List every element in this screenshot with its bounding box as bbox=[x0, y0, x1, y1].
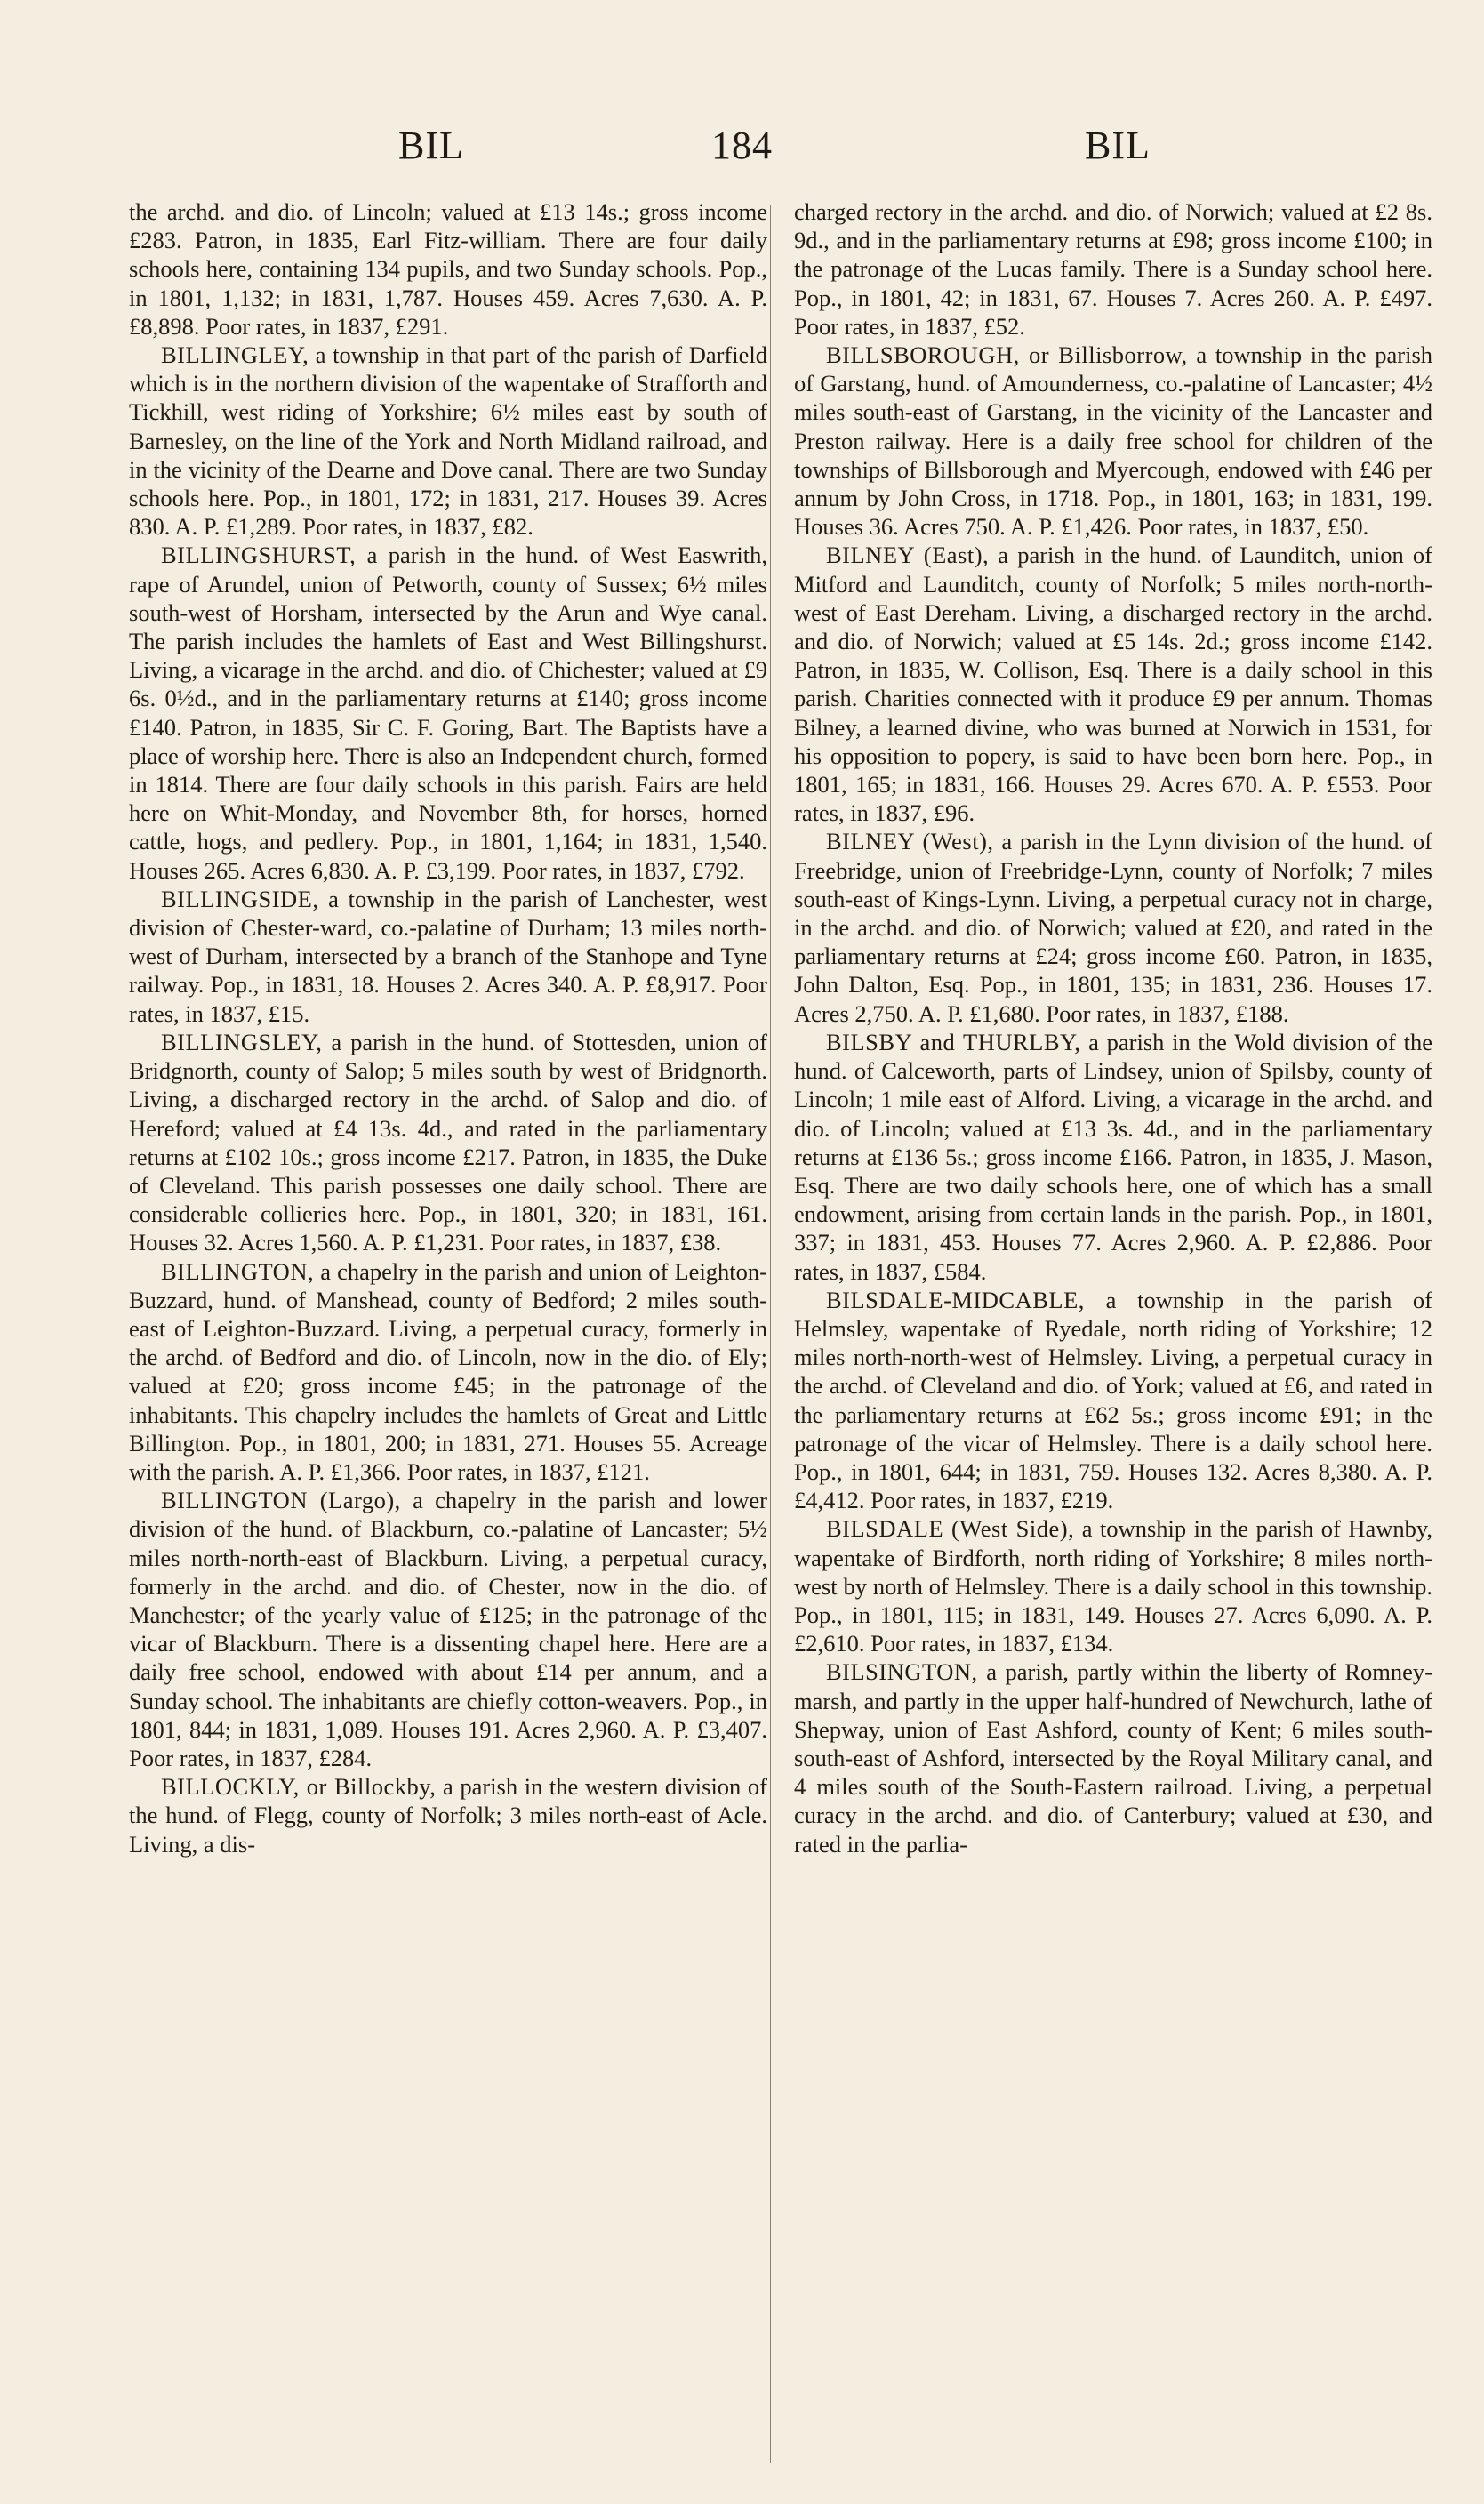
entry-text: a township in the parish of Lanchester, west division of Chester-ward, co.-palatine of Durham; 13 miles north-west of Durham, intersected by a branch of the Stanhope and Tyne railway. Pop., in 1831, 18. Houses 2. Acres 340. A. P. £8,917. Poor rates, in 1837, £15. bbox=[129, 885, 767, 1027]
gazetteer-entry bbox=[794, 1657, 1432, 1858]
entry-text: a parish, partly within the liberty of Romney-marsh, and partly in the upper half-hundred of Newchurch, lathe of Shepway, union of East Ashford, county of Kent; 6 miles south-south-east of Ashford, intersected by the Royal Military canal, and 4 miles south of the South-Eastern railroad. Living, a perpetual curacy in the archd. and dio. of Canterbury; valued at £30, and rated in the parlia- bbox=[794, 1658, 1432, 1858]
gazetteer-entry bbox=[794, 541, 1432, 827]
entry-text: a parish in the hund. of Stottesden, union of Bridgnorth, county of Salop; 5 miles south by west of Bridgnorth. Living, a discharged rectory in the archd. of Salop and dio. of Hereford; valued at £4 13s. 4d., and rated in the parliamentary returns at £102 10s.; gross income £217. Patron, in 1835, the Duke of Cleveland. This parish possesses one daily school. There are considerable collieries here. Pop., in 1801, 320; in 1831, 161. Houses 32. Acres 1,560. A. P. £1,231. Poor rates, in 1837, £38. bbox=[129, 1028, 767, 1256]
entry-headword: BILSINGTON, bbox=[826, 1658, 978, 1686]
gazetteer-entry bbox=[129, 1486, 767, 1772]
entry-headword: BILLINGLEY, bbox=[161, 341, 309, 369]
entry-headword: BILLSBOROUGH, or Billisborrow, bbox=[826, 341, 1188, 369]
entry-text: a chapelry in the parish and union of Leighton-Buzzard, hund. of Manshead, county of Bedford; 2 miles south-east of Leighton-Buzzard. Living, a perpetual curacy, formerly in the archd. of Bedford and dio. of Lincoln, now in the dio. of Ely; valued at £20; gross income £45; in the patronage of the inhabitants. This chapelry includes the hamlets of Great and Little Billington. Pop., in 1801, 200; in 1831, 271. Houses 55. Acreage with the parish. A. P. £1,366. Poor rates, in 1837, £121. bbox=[129, 1257, 767, 1485]
entry-text: charged rectory in the archd. and dio. of Norwich; valued at £2 8s. 9d., and in the parliamentary returns at £98; gross income £100; in the patronage of the Lucas family. There is a Sunday school here. Pop., in 1801, 42; in 1831, 67. Houses 7. Acres 260. A. P. £497. Poor rates, in 1837, £52. bbox=[794, 198, 1432, 340]
column-divider bbox=[770, 205, 771, 2463]
left-column bbox=[129, 197, 767, 2474]
gazetteer-entry bbox=[129, 1028, 767, 1257]
running-head-left: BIL bbox=[398, 124, 464, 167]
page-header bbox=[0, 123, 1484, 176]
gazetteer-entry bbox=[794, 1028, 1432, 1286]
entry-text: a parish in the hund. of West Easwrith, rape of Arundel, union of Petworth, county of Sussex; 6½ miles south-west of Horsham, intersected by the Arun and Wye canal. The parish includes the hamlets of East and West Billingshurst. Living, a vicarage in the archd. and dio. of Chichester; valued at £9 6s. 0½d., and in the parliamentary returns at £140; gross income £140. Patron, in 1835, Sir C. F. Goring, Bart. The Baptists have a place of worship here. There is also an Independent church, formed in 1814. There are four daily schools in this parish. Fairs are held here on Whit-Monday, and November 8th, for horses, horned cattle, hogs, and pedlery. Pop., in 1801, 1,164; in 1831, 1,540. Houses 265. Acres 6,830. A. P. £3,199. Poor rates, in 1837, £792. bbox=[129, 542, 767, 884]
gazetteer-entry bbox=[129, 1257, 767, 1487]
entry-text: a township in the parish of Helmsley, wapentake of Ryedale, north riding of Yorkshire; 12 miles north-north-west of Helmsley. Living, a perpetual curacy in the archd. of Cleveland and dio. of York; valued at £6, and rated in the parliamentary returns at £62 5s.; gross income £91; in the patronage of the vicar of Helmsley. There is a daily school here. Pop., in 1801, 644; in 1831, 759. Houses 132. Acres 8,380. A. P. £4,412. Poor rates, in 1837, £219. bbox=[794, 1286, 1432, 1514]
right-column bbox=[794, 197, 1432, 2474]
gazetteer-entry bbox=[129, 1772, 767, 1858]
entry-headword: BILSDALE-MIDCABLE, bbox=[826, 1286, 1085, 1313]
entry-headword: BILNEY (West), bbox=[826, 828, 994, 855]
entry-headword: BILLINGSLEY, bbox=[161, 1028, 323, 1055]
entry-headword: BILLINGSHURST, bbox=[161, 542, 357, 569]
entry-text: a chapelry in the parish and lower division of the hund. of Blackburn, co.-palatine of Lancaster; 5½ miles north-north-east of Blackburn. Living, a perpetual curacy, formerly in the archd. and dio. of Chester, now in the dio. of Manchester; of the yearly value of £125; in the patronage of the vicar of Blackburn. There is a dissenting chapel here. Here are a daily free school, endowed with about £14 per annum, and a Sunday school. The inhabitants are chiefly cotton-weavers. Pop., in 1801, 844; in 1831, 1,089. Houses 191. Acres 2,960. A. P. £3,407. Poor rates, in 1837, £284. bbox=[129, 1487, 767, 1771]
gazetteer-entry bbox=[794, 1514, 1432, 1657]
entry-text: a township in the parish of Garstang, hund. of Amounderness, co.-palatine of Lancaster; 4½ miles south-east of Garstang, in the vicinity of the Lancaster and Preston railway. Here is a daily free school for children of the townships of Billsborough and Myercough, endowed with £46 per annum by John Cross, in 1718. Pop., in 1801, 163; in 1831, 199. Houses 36. Acres 750. A. P. £1,426. Poor rates, in 1837, £50. bbox=[794, 341, 1432, 541]
entry-text: a parish in the Wold division of the hund. of Calceworth, parts of Lindsey, union of Spilsby, county of Lincoln; 1 mile east of Alford. Living, a vicarage in the archd. and dio. of Lincoln; valued at £13 3s. 4d., and in the parliamentary returns at £136 5s.; gross income £166. Patron, in 1835, J. Mason, Esq. There are two daily schools here, one of which has a small endowment, arising from certain lands in the parish. Pop., in 1801, 337; in 1831, 453. Houses 77. Acres 2,960. A. P. £2,886. Poor rates, in 1837, £584. bbox=[794, 1028, 1432, 1285]
gazetteer-entry bbox=[129, 541, 767, 884]
entry-text: a parish in the Lynn division of the hund. of Freebridge, union of Freebridge-Lynn, county of Norfolk; 7 miles south-east of Kings-Lynn. Living, a perpetual curacy not in charge, in the archd. and dio. of Norwich; valued at £20, and rated in the parliamentary returns at £24; gross income £60. Patron, in 1835, John Dalton, Esq. Pop., in 1801, 135; in 1831, 236. Houses 17. Acres 2,750. A. P. £1,680. Poor rates, in 1837, £188. bbox=[794, 828, 1432, 1027]
gazetteer-entry bbox=[794, 341, 1432, 541]
page-number: 184 bbox=[711, 124, 773, 167]
running-head-right: BIL bbox=[1085, 124, 1151, 167]
entry-text: the archd. and dio. of Lincoln; valued at £13 14s.; gross income £283. Patron, in 1835, Earl Fitz-william. There are four daily schools here, containing 134 pupils, and two Sunday schools. Pop., in 1801, 1,132; in 1831, 1,787. Houses 459. Acres 7,630. A. P. £8,898. Poor rates, in 1837, £291. bbox=[129, 198, 767, 340]
gazetteer-entry bbox=[129, 197, 767, 341]
entry-headword: BILLINGTON, bbox=[161, 1257, 315, 1285]
gazetteer-entry bbox=[794, 827, 1432, 1027]
entry-text: a parish in the hund. of Launditch, union of Mitford and Launditch, county of Norfolk; 5 miles north-north-west of East Dereham. Living, a discharged rectory in the archd. and dio. of Norwich; valued at £5 14s. 2d.; gross income £142. Patron, in 1835, W. Collison, Esq. There is a daily school in this parish. Charities connected with it produce £9 per annum. Thomas Bilney, a learned divine, who was burned at Norwich in 1531, for his opposition to popery, is said to have been born here. Pop., in 1801, 165; in 1831, 166. Houses 29. Acres 670. A. P. £553. Poor rates, in 1837, £96. bbox=[794, 542, 1432, 827]
entry-text: a township in that part of the parish of Darfield which is in the northern division of the wapentake of Strafforth and Tickhill, west riding of Yorkshire; 6½ miles east by south of Barnesley, on the line of the York and North Midland railroad, and in the vicinity of the Dearne and Dove canal. There are two Sunday schools here. Pop., in 1801, 172; in 1831, 217. Houses 39. Acres 830. A. P. £1,289. Poor rates, in 1837, £82. bbox=[129, 341, 767, 541]
entry-headword: BILLINGTON (Largo), bbox=[161, 1487, 401, 1514]
gazetteer-entry bbox=[129, 341, 767, 541]
entry-text: a township in the parish of Hawnby, wapentake of Birdforth, north riding of Yorkshire; 8 miles north-west by north of Helmsley. There is a daily school in this township. Pop., in 1801, 115; in 1831, 149. Houses 27. Acres 6,090. A. P. £2,610. Poor rates, in 1837, £134. bbox=[794, 1515, 1432, 1657]
entry-headword: BILLOCKLY, or Billockby, bbox=[161, 1773, 437, 1801]
entry-headword: BILLINGSIDE, bbox=[161, 885, 319, 912]
gazetteer-entry bbox=[129, 885, 767, 1028]
gazetteer-entry bbox=[794, 1286, 1432, 1515]
gazetteer-entry bbox=[794, 197, 1432, 341]
entry-text: a parish in the western division of the hund. of Flegg, county of Norfolk; 3 miles north-east of Acle. Living, a dis- bbox=[129, 1773, 767, 1858]
entry-headword: BILSBY and THURLBY, bbox=[826, 1028, 1081, 1055]
entry-headword: BILNEY (East), bbox=[826, 542, 990, 569]
entry-headword: BILSDALE (West Side), bbox=[826, 1515, 1075, 1543]
